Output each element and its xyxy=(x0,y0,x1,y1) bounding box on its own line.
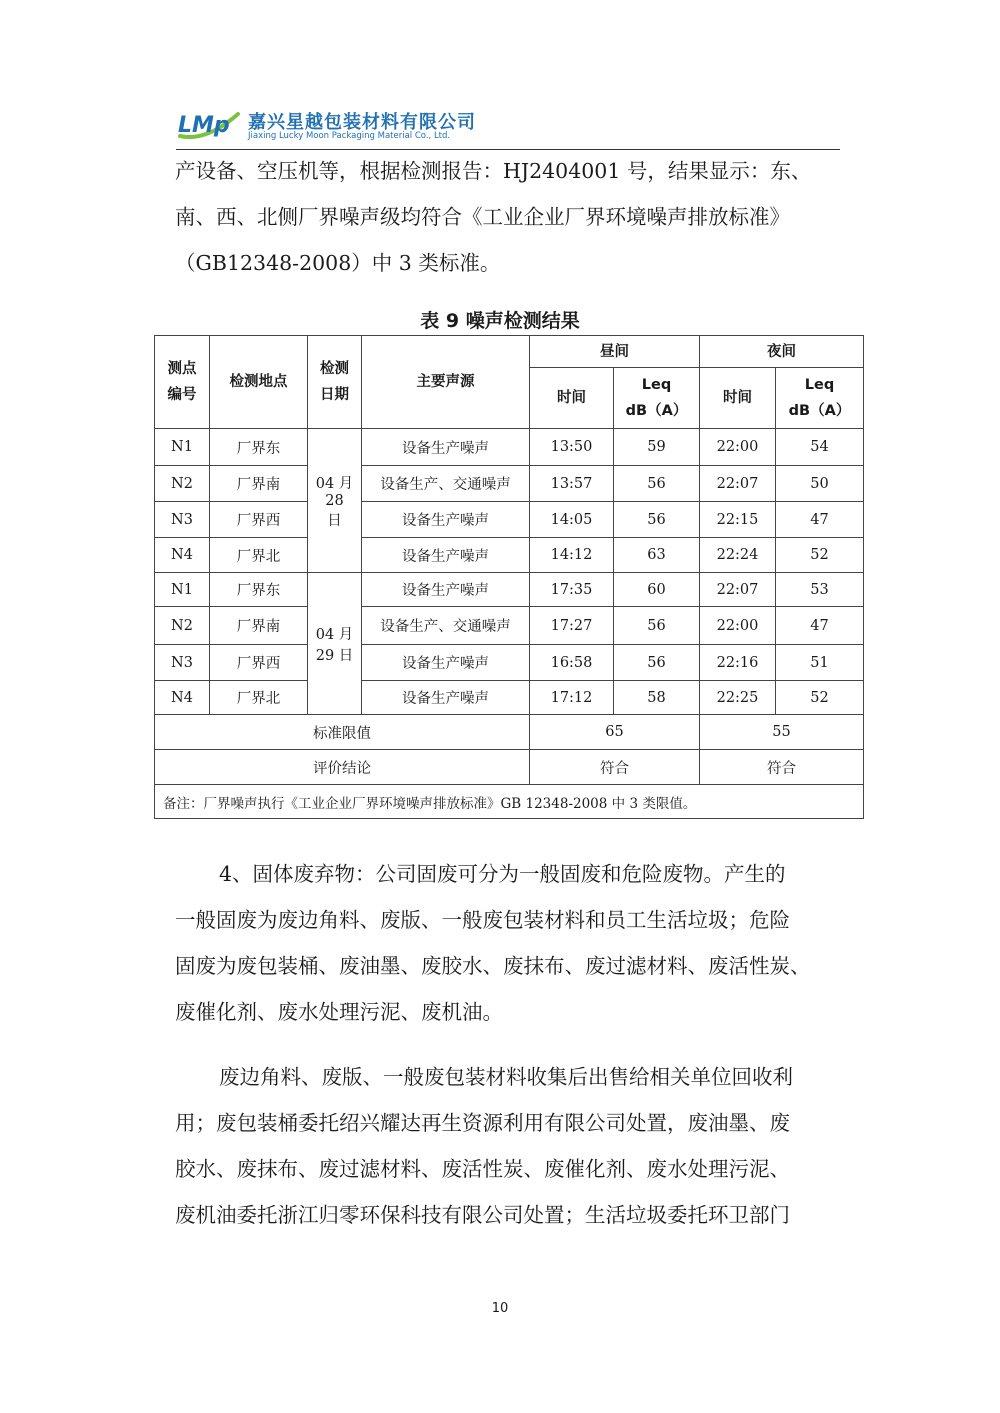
table-note: 备注：厂界噪声执行《工业企业厂界环境噪声排放标准》GB 12348-2008 中 3 类限值。 xyxy=(155,785,864,819)
standard-limit-night: 55 xyxy=(700,715,864,750)
intro-paragraph xyxy=(175,148,845,286)
table-row xyxy=(155,466,864,502)
svg-text:LMp: LMp xyxy=(178,113,230,138)
cell-source: 设备生产噪声 xyxy=(362,538,530,573)
cell-point: N4 xyxy=(155,538,210,573)
disposal-paragraph xyxy=(175,1054,845,1238)
cell-night-leq: 52 xyxy=(776,538,864,573)
header-point-no: 测点 编号 xyxy=(155,336,210,429)
text-line: 用；废包装桶委托绍兴耀达再生资源利用有限公司处置，废油墨、废 xyxy=(175,1111,790,1135)
cell-point: N4 xyxy=(155,681,210,715)
cell-night-leq: 47 xyxy=(776,502,864,538)
text-line: （GB12348-2008）中 3 类标准。 xyxy=(175,251,501,275)
cell-point: N2 xyxy=(155,466,210,502)
cell-night-leq: 52 xyxy=(776,681,864,715)
cell-source: 设备生产噪声 xyxy=(362,502,530,538)
cell-location: 厂界南 xyxy=(210,607,308,645)
cell-night-leq: 53 xyxy=(776,573,864,607)
header-nighttime: 夜间 xyxy=(700,336,864,368)
text-line: 南、西、北侧厂界噪声级均符合《工业企业厂界环境噪声排放标准》 xyxy=(175,205,790,229)
conclusion-day: 符合 xyxy=(530,750,700,785)
header-date: 检测 日期 xyxy=(308,336,362,429)
cell-point: N1 xyxy=(155,429,210,466)
table-header-row xyxy=(155,336,864,368)
cell-night-leq: 47 xyxy=(776,607,864,645)
company-logo xyxy=(176,106,246,142)
table-row xyxy=(155,502,864,538)
cell-day-leq: 63 xyxy=(614,538,700,573)
cell-source: 设备生产噪声 xyxy=(362,429,530,466)
header-day-time: 时间 xyxy=(530,368,614,429)
company-name-en: Jiaxing Lucky Moon Packaging Material Co., Ltd. xyxy=(248,131,451,141)
cell-day-leq: 56 xyxy=(614,502,700,538)
cell-day-leq: 56 xyxy=(614,466,700,502)
cell-day-leq: 60 xyxy=(614,573,700,607)
header-source: 主要声源 xyxy=(362,336,530,429)
cell-night-time: 22:00 xyxy=(700,607,776,645)
header-night-leq: Leq dB（A） xyxy=(776,368,864,429)
cell-point: N1 xyxy=(155,573,210,607)
noise-results-table xyxy=(154,335,864,819)
text-line: 废边角料、废版、一般废包装材料收集后出售给相关单位回收利 xyxy=(219,1065,793,1089)
cell-date: 04 月 28 日 xyxy=(308,429,362,573)
table-row xyxy=(155,573,864,607)
table-row xyxy=(155,645,864,681)
text-line: 一般固废为废边角料、废版、一般废包装材料和员工生活垃圾；危险 xyxy=(175,908,790,932)
table-row xyxy=(155,429,864,466)
note-row xyxy=(155,785,864,819)
standard-limit-label: 标准限值 xyxy=(155,715,530,750)
cell-location: 厂界东 xyxy=(210,429,308,466)
cell-location: 厂界西 xyxy=(210,502,308,538)
conclusion-night: 符合 xyxy=(700,750,864,785)
standard-limit-day: 65 xyxy=(530,715,700,750)
page-header xyxy=(176,104,840,150)
text-line: 废机油委托浙江归零环保科技有限公司处置；生活垃圾委托环卫部门 xyxy=(175,1203,790,1227)
cell-source: 设备生产、交通噪声 xyxy=(362,607,530,645)
table-title: 表 9 噪声检测结果 xyxy=(420,310,580,332)
cell-source: 设备生产噪声 xyxy=(362,573,530,607)
cell-day-time: 13:57 xyxy=(530,466,614,502)
cell-night-time: 22:25 xyxy=(700,681,776,715)
cell-day-time: 13:50 xyxy=(530,429,614,466)
cell-location: 厂界南 xyxy=(210,466,308,502)
text-line: 废催化剂、废水处理污泥、废机油。 xyxy=(175,1000,503,1024)
cell-location: 厂界西 xyxy=(210,645,308,681)
cell-day-leq: 58 xyxy=(614,681,700,715)
table-row xyxy=(155,538,864,573)
cell-point: N2 xyxy=(155,607,210,645)
conclusion-row xyxy=(155,750,864,785)
cell-location: 厂界北 xyxy=(210,538,308,573)
cell-point: N3 xyxy=(155,645,210,681)
cell-source: 设备生产噪声 xyxy=(362,681,530,715)
header-location: 检测地点 xyxy=(210,336,308,429)
cell-day-leq: 56 xyxy=(614,645,700,681)
cell-day-time: 17:27 xyxy=(530,607,614,645)
cell-source: 设备生产噪声 xyxy=(362,645,530,681)
conclusion-label: 评价结论 xyxy=(155,750,530,785)
cell-night-time: 22:07 xyxy=(700,466,776,502)
cell-day-time: 14:05 xyxy=(530,502,614,538)
header-night-time: 时间 xyxy=(700,368,776,429)
solid-waste-paragraph xyxy=(175,851,845,1035)
cell-location: 厂界北 xyxy=(210,681,308,715)
header-day-leq: Leq dB（A） xyxy=(614,368,700,429)
standard-limit-row xyxy=(155,715,864,750)
cell-night-leq: 51 xyxy=(776,645,864,681)
cell-night-leq: 54 xyxy=(776,429,864,466)
cell-night-leq: 50 xyxy=(776,466,864,502)
cell-night-time: 22:16 xyxy=(700,645,776,681)
cell-day-leq: 56 xyxy=(614,607,700,645)
cell-night-time: 22:15 xyxy=(700,502,776,538)
cell-day-time: 17:35 xyxy=(530,573,614,607)
page-number: 10 xyxy=(491,1301,509,1316)
cell-day-time: 17:12 xyxy=(530,681,614,715)
cell-night-time: 22:07 xyxy=(700,573,776,607)
text-line: 胶水、废抹布、废过滤材料、废活性炭、废催化剂、废水处理污泥、 xyxy=(175,1157,790,1181)
cell-night-time: 22:00 xyxy=(700,429,776,466)
cell-source: 设备生产、交通噪声 xyxy=(362,466,530,502)
text-line: 固废为废包装桶、废油墨、废胶水、废抹布、废过滤材料、废活性炭、 xyxy=(175,954,811,978)
text-line: 产设备、空压机等，根据检测报告：HJ2404001 号，结果显示：东、 xyxy=(175,159,812,183)
text-line: 4、固体废弃物：公司固废可分为一般固废和危险废物。产生的 xyxy=(219,862,786,886)
company-name-cn: 嘉兴星越包装材料有限公司 xyxy=(248,112,476,133)
cell-day-time: 16:58 xyxy=(530,645,614,681)
cell-day-time: 14:12 xyxy=(530,538,614,573)
cell-night-time: 22:24 xyxy=(700,538,776,573)
cell-point: N3 xyxy=(155,502,210,538)
table-row xyxy=(155,607,864,645)
cell-date: 04 月 29 日 xyxy=(308,573,362,715)
table-row xyxy=(155,681,864,715)
cell-day-leq: 59 xyxy=(614,429,700,466)
cell-location: 厂界东 xyxy=(210,573,308,607)
header-daytime: 昼间 xyxy=(530,336,700,368)
